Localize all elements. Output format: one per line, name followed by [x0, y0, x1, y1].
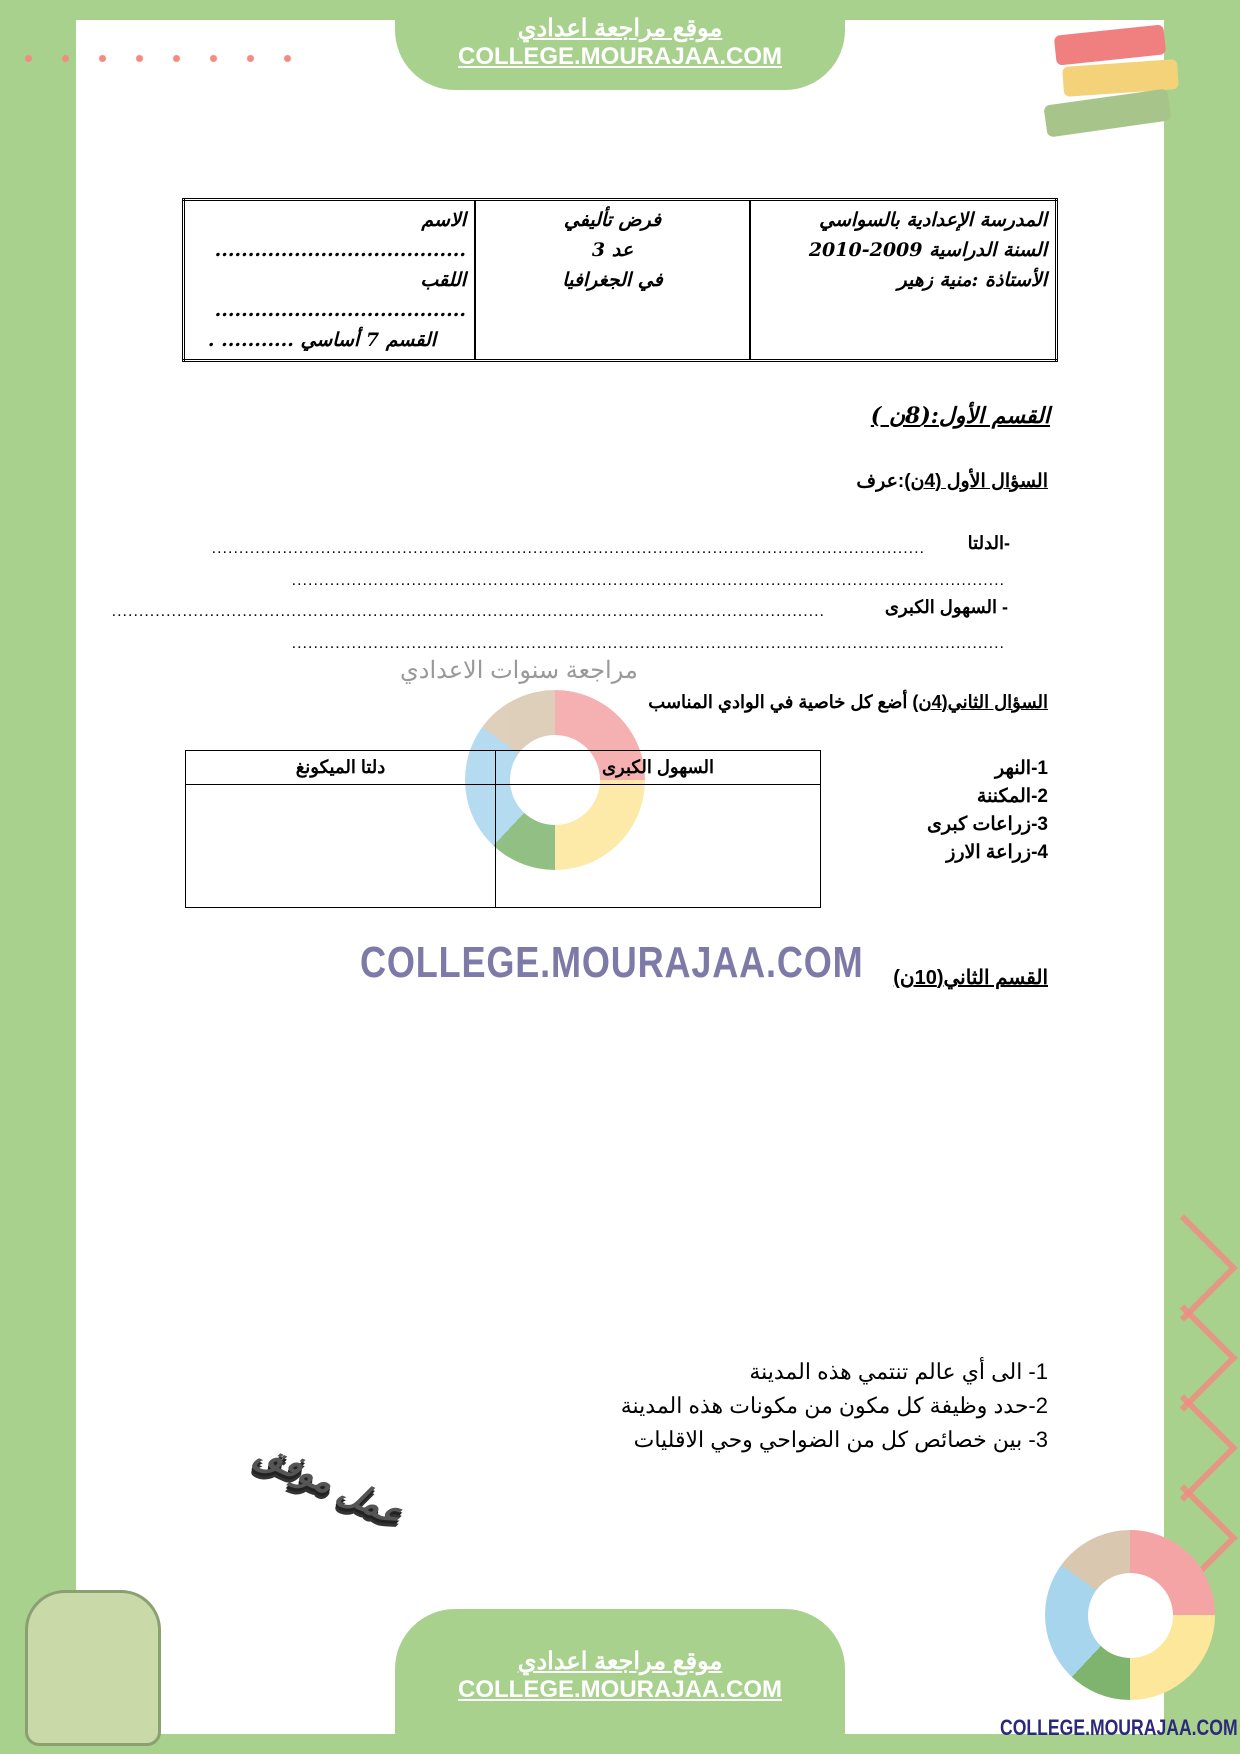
- top-banner[interactable]: [395, 0, 845, 90]
- footer-wheel-logo: [1045, 1530, 1215, 1700]
- watermark-url: COLLEGE.MOURAJAA.COM: [360, 938, 864, 987]
- exam-subject: في الجغرافيا: [562, 269, 663, 291]
- books-icon: [1045, 25, 1195, 135]
- q1-instruction: :عرف: [856, 471, 905, 492]
- answer-line[interactable]: ...................................................................................................................................: [291, 572, 1005, 589]
- teacher-name: الأستاذة :منية زهير: [897, 269, 1047, 291]
- q1-label: السؤال الأول (4ن): [904, 471, 1048, 492]
- student-info-cell: [184, 200, 476, 361]
- class-field[interactable]: القسم 7 أساسي ........... .: [207, 329, 436, 351]
- answer-line[interactable]: ...................................................................................................................................: [111, 603, 825, 620]
- property-item: 3-زراعات كبرى: [927, 814, 1048, 835]
- column-header-great-plains: السهول الكبرى: [496, 751, 821, 785]
- q2-properties-list: [927, 755, 1048, 867]
- banner-url[interactable]: COLLEGE.MOURAJAA.COM: [458, 43, 782, 70]
- banner-url[interactable]: COLLEGE.MOURAJAA.COM: [458, 1676, 782, 1703]
- name-field[interactable]: الاسم ......................................: [214, 209, 466, 261]
- left-border: [0, 0, 76, 1754]
- closing-3d-text: عمل موفق: [247, 1437, 418, 1533]
- answer-line[interactable]: ...................................................................................................................................: [211, 540, 925, 557]
- answer-line[interactable]: ...................................................................................................................................: [291, 635, 1005, 652]
- property-item: 4-زراعة الارز: [946, 842, 1048, 863]
- q2-heading: [648, 692, 1048, 713]
- exam-info-cell: [475, 200, 750, 361]
- q1-item-plains: - السهول الكبرى: [884, 597, 1008, 617]
- watermark-arc-text: مراجعة سنوات الاعدادي: [400, 657, 638, 684]
- great-plains-answer-cell[interactable]: [496, 785, 821, 908]
- section2-questions: [621, 1355, 1048, 1457]
- question-item: 1- الى أي عالم تنتمي هذه المدينة: [749, 1359, 1048, 1384]
- mekong-delta-answer-cell[interactable]: [186, 785, 496, 908]
- backpack-icon: [25, 1590, 161, 1746]
- q1-item-delta: -الدلتا: [967, 533, 1010, 553]
- property-item: 1-النهر: [995, 758, 1048, 779]
- banner-arabic: موقع مراجعة اعدادي: [517, 15, 723, 42]
- classification-table: [185, 750, 821, 908]
- exam-type: فرض تأليفي: [563, 209, 662, 231]
- q2-label: السؤال الثاني(4ن): [912, 692, 1048, 712]
- surname-field[interactable]: اللقب ......................................: [214, 269, 466, 321]
- bottom-banner[interactable]: [395, 1609, 845, 1754]
- school-info-cell: [750, 200, 1057, 361]
- question-item: 2-حدد وظيفة كل مكون من مكونات هذه المدينة: [620, 1393, 1048, 1418]
- q1-heading: [856, 470, 1048, 493]
- exam-number: عد 3: [591, 239, 634, 261]
- section2-title: القسم الثاني(10ن): [893, 967, 1048, 989]
- question-item: 3- بين خصائص كل من الضواحي وحي الاقليات: [633, 1427, 1048, 1452]
- banner-arabic: موقع مراجعة اعدادي: [517, 1648, 723, 1675]
- footer-logo-text: COLLEGE.MOURAJAA.COM: [1000, 1715, 1238, 1740]
- exam-header-table: [182, 198, 1058, 362]
- q2-instruction: أضع كل خاصية في الوادي المناسب: [648, 692, 913, 712]
- school-year: السنة الدراسية 2009-2010: [808, 239, 1047, 261]
- decorative-dots: [10, 40, 310, 80]
- section1-title: القسم الأول:(8ن ): [870, 403, 1050, 429]
- column-header-mekong-delta: دلتا الميكونغ: [186, 751, 496, 785]
- school-name: المدرسة الإعدادية بالسواسي: [819, 209, 1047, 231]
- property-item: 2-المكننة: [976, 786, 1048, 807]
